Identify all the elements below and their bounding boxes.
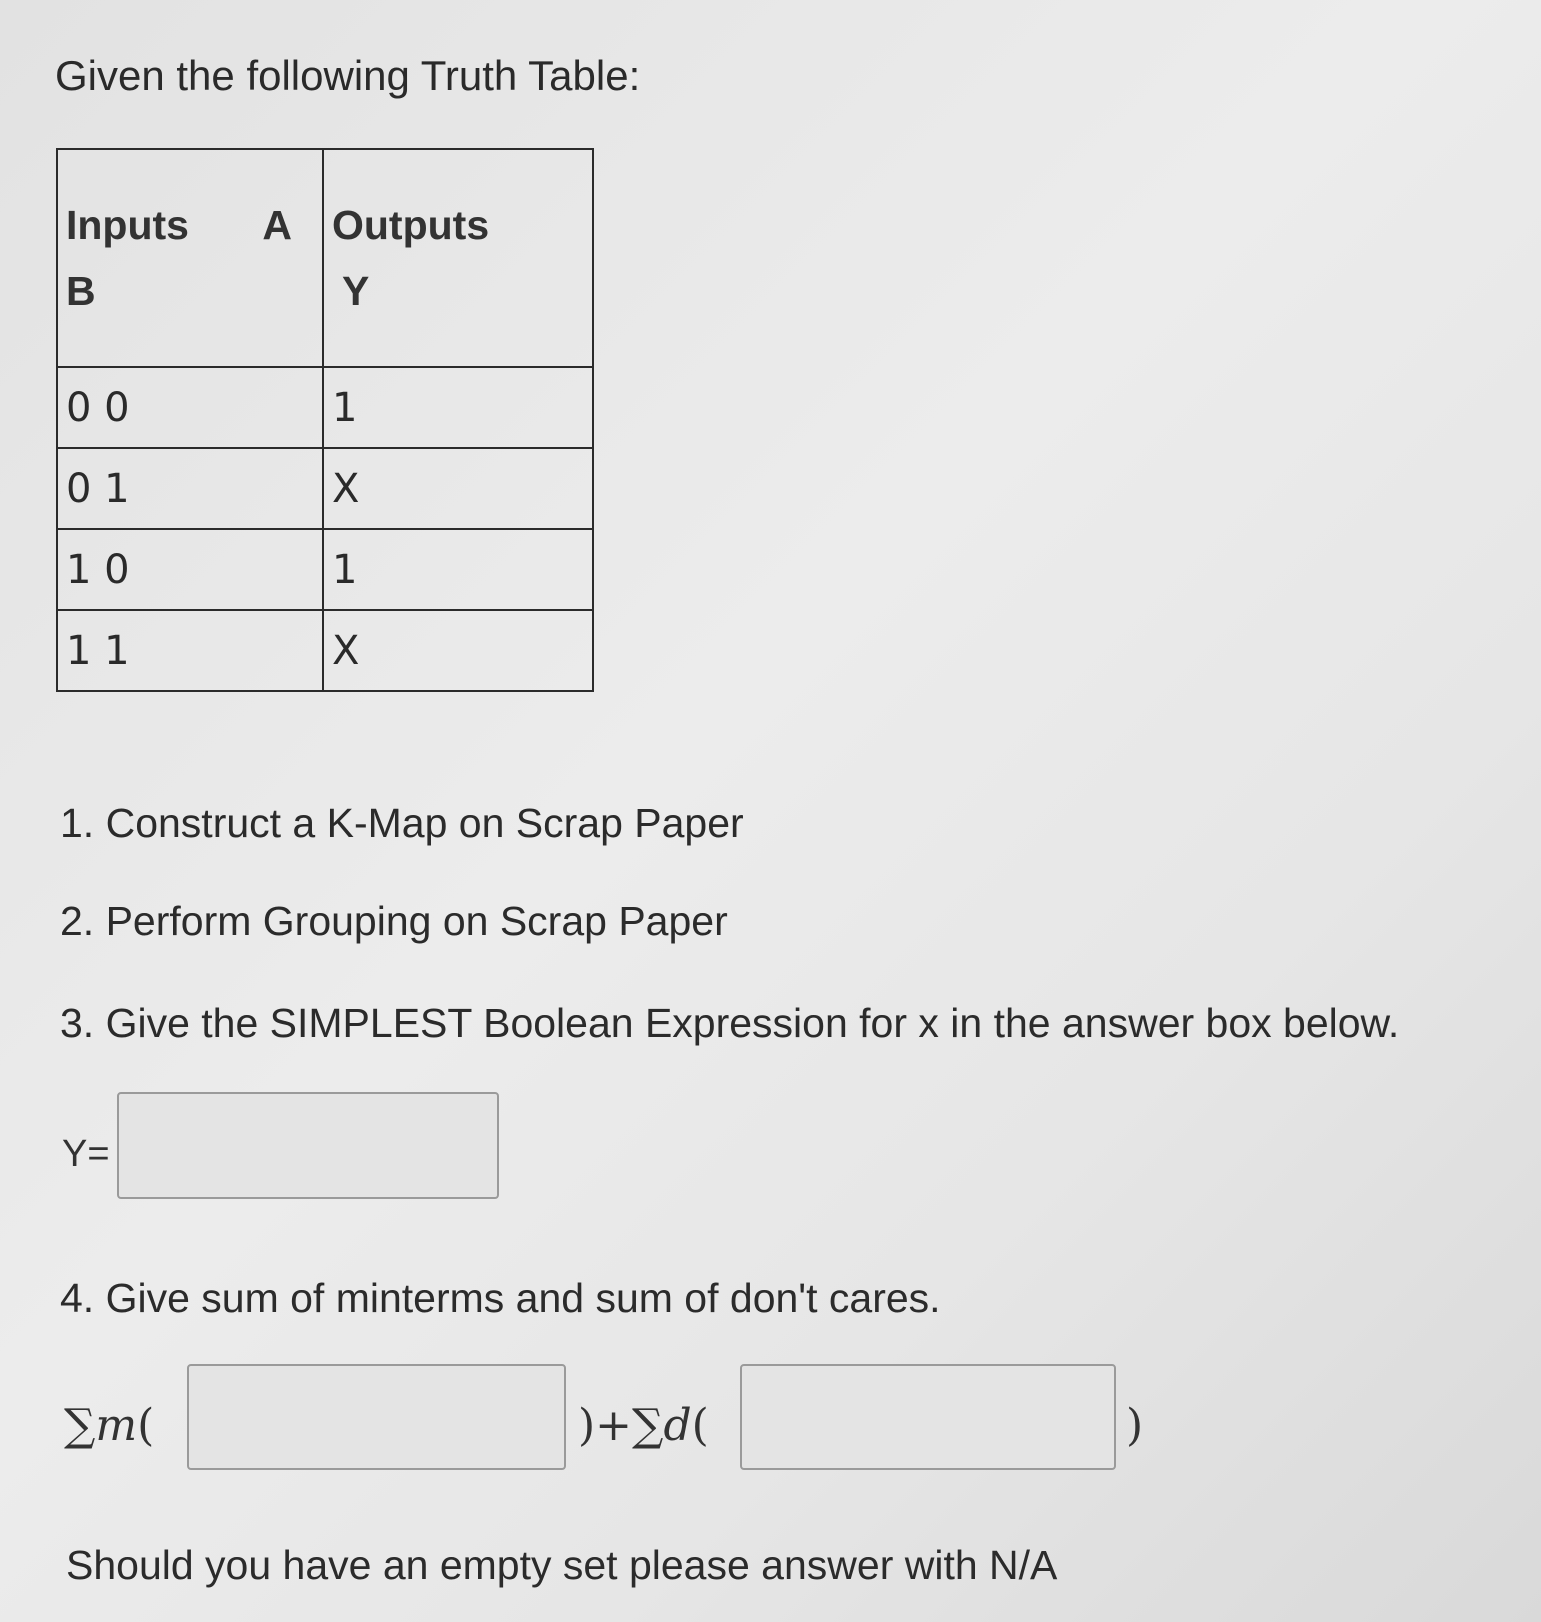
close-paren-label: )	[1126, 1400, 1144, 1451]
output-y-label: Y	[342, 268, 370, 314]
table-row	[57, 529, 593, 610]
step-4-text: 4. Give sum of minterms and sum of don't cares.	[60, 1275, 941, 1321]
step-3-text: 3. Give the SIMPLEST Boolean Expression for x in the answer box below.	[60, 1000, 1400, 1046]
question-title: Given the following Truth Table:	[55, 52, 641, 99]
step-2-text: 2. Perform Grouping on Scrap Paper	[60, 898, 728, 944]
table-row	[57, 610, 593, 691]
outputs-header	[323, 149, 593, 367]
row-inputs: 1 0	[57, 529, 323, 610]
row-inputs: 0 0	[57, 367, 323, 448]
inputs-header	[57, 149, 323, 367]
table-row	[57, 448, 593, 529]
truth-table	[56, 148, 594, 692]
row-output: 1	[323, 367, 593, 448]
footer-note: Should you have an empty set please answer with N/A	[66, 1542, 1058, 1588]
sigma-d-label	[578, 1400, 709, 1451]
d-letter: d	[663, 1400, 692, 1451]
sigma-symbol: ∑	[64, 1400, 96, 1451]
minterms-input[interactable]	[187, 1364, 566, 1470]
step-1-text: 1. Construct a K-Map on Scrap Paper	[60, 800, 744, 846]
y-expression-input[interactable]	[117, 1092, 499, 1199]
truth-table-header-row	[57, 149, 593, 367]
input-a-label: A	[262, 202, 292, 248]
close-plus-sigma: )+∑	[578, 1400, 664, 1451]
outputs-label: Outputs	[332, 202, 490, 248]
row-output: X	[323, 448, 593, 529]
table-row	[57, 367, 593, 448]
m-letter: m	[95, 1400, 138, 1451]
sigma-m-label	[64, 1400, 154, 1451]
dont-cares-input[interactable]	[740, 1364, 1116, 1470]
row-output: X	[323, 610, 593, 691]
y-equals-label: Y=	[62, 1133, 110, 1175]
inputs-label: Inputs	[66, 202, 189, 248]
d-open-paren: (	[691, 1400, 709, 1451]
input-b-label: B	[66, 268, 96, 314]
row-output: 1	[323, 529, 593, 610]
m-open-paren: (	[137, 1400, 155, 1451]
row-inputs: 1 1	[57, 610, 323, 691]
row-inputs: 0 1	[57, 448, 323, 529]
